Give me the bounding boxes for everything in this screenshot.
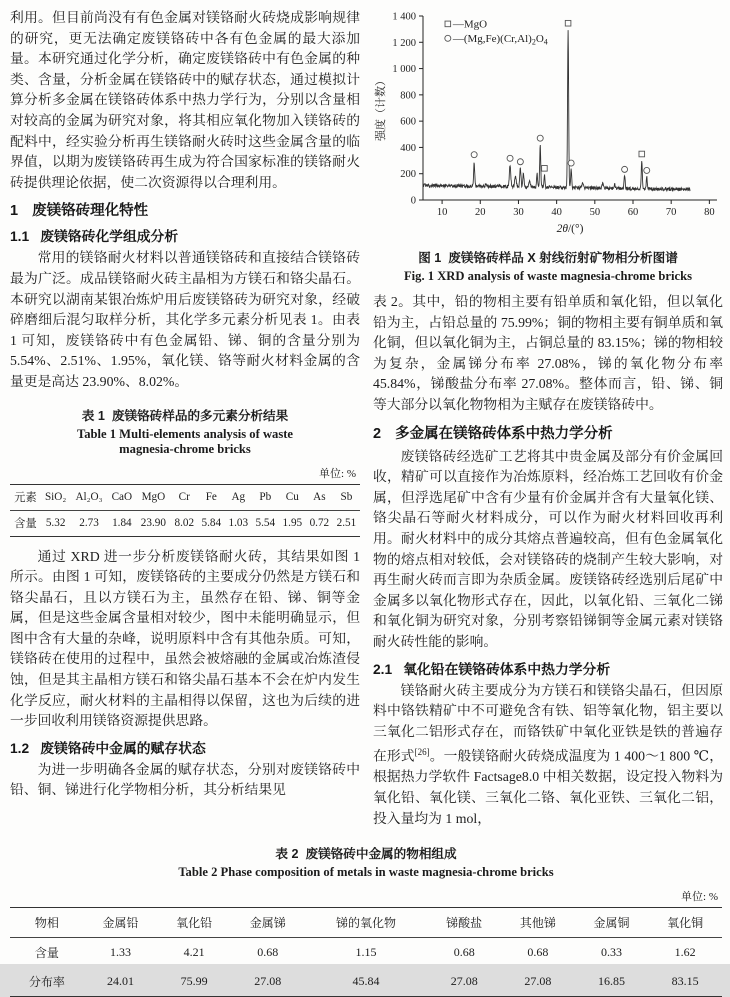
paragraph-phase-results: 表 2。其中，铅的物相主要有铅单质和氧化铅，但以氧化铅为主，占铅总量的 75.99%；铜的物相主要有铜单质和氧化铜，但以氧化铜为主，占铜总量的 83.15%；锑的物相较为复杂，金属锑分布率 27.08%，锑的氧化物分布率 45.84%，锑酸盐分布率 27.08%。整体而言，铅、锑、铜等大部分以氧化物物相为主赋存在废镁铬砖中。 bbox=[373, 294, 723, 412]
section-title: 废镁铬砖理化特性 bbox=[32, 203, 149, 220]
cell: 27.08 bbox=[254, 974, 282, 989]
xrd-chart bbox=[373, 8, 725, 240]
row-header: 分布率 bbox=[28, 975, 65, 990]
section-heading-2-1 bbox=[373, 658, 723, 678]
column-header: Cu bbox=[279, 484, 306, 510]
svg-text:强度（计数）: 强度（计数） bbox=[375, 75, 387, 141]
cell: 1.84 bbox=[112, 517, 132, 529]
citation-ref: [26] bbox=[414, 747, 430, 758]
column-header: Al₂O₃ bbox=[70, 484, 107, 510]
section-number: 1 bbox=[10, 203, 19, 220]
cell: 1.15 bbox=[355, 945, 377, 960]
table2-caption-en: Table 2 Phase composition of metals in waste magnesia-chrome bricks bbox=[178, 865, 554, 880]
svg-text:50: 50 bbox=[589, 207, 601, 218]
column-header: Sb bbox=[333, 484, 360, 510]
section-number: 2 bbox=[373, 425, 382, 442]
section-number: 1.2 bbox=[10, 740, 30, 756]
svg-text:40: 40 bbox=[551, 207, 562, 218]
cell: 27.08 bbox=[450, 974, 478, 989]
cell: 1.03 bbox=[228, 517, 249, 529]
svg-text:30: 30 bbox=[513, 207, 524, 218]
section-title: 废镁铬砖化学组成分析 bbox=[40, 229, 179, 245]
svg-text:2θ/(°): 2θ/(°) bbox=[556, 223, 584, 235]
cell: 5.32 bbox=[45, 517, 66, 529]
cell: 1.62 bbox=[674, 945, 696, 960]
column-header: Ag bbox=[225, 484, 252, 510]
figure-number: 图 1 bbox=[418, 251, 442, 265]
table1-number: 表 1 bbox=[81, 408, 105, 423]
table2-block bbox=[10, 843, 722, 997]
column-header: 金属铜 bbox=[575, 908, 649, 938]
cell: 2.73 bbox=[79, 517, 99, 529]
table2-unit-label: 单位: % bbox=[681, 891, 718, 904]
table2-caption-zh bbox=[10, 843, 722, 862]
row-header: 含量 bbox=[14, 518, 37, 530]
column-header: 物相 bbox=[10, 908, 84, 938]
paragraph-thermodynamics: 废镁铬砖经选矿工艺将其中贵金属及部分有价金属回收，精矿可以直接作为冶炼原料，经冶炼工艺回收有价金属，但浮选尾矿中含有少量有价金属并含有大量氧化镁、铬尖晶石等耐火材料成分，可以作为耐火材料回收再利用。耐火材料中的成分其熔点普遍较高，但有色金属氧化物的熔点相对较低，会对镁铬砖的烧制产生较大影响，对再生耐火砖而言即为杂质金属。废镁铬砖经选别后尾矿中金属多以氧化物形式存在，因此，以氧化铅、三氧化二锑和氧化铜为研究对象，分别考察铅锑铜等金属元素对镁铬耐火砖性能的影响。 bbox=[373, 448, 723, 649]
cell: 23.90 bbox=[140, 517, 166, 529]
cell: 1.95 bbox=[282, 517, 303, 529]
column-header: SiO₂ bbox=[41, 484, 70, 510]
section-number: 2.1 bbox=[373, 661, 393, 677]
table-row bbox=[10, 938, 722, 968]
table-row bbox=[10, 967, 722, 997]
table1-block bbox=[10, 405, 360, 537]
left-column bbox=[10, 8, 360, 829]
table2-number: 表 2 bbox=[275, 847, 299, 862]
column-header: Cr bbox=[171, 484, 198, 510]
svg-text:1 200: 1 200 bbox=[392, 37, 416, 49]
cell: 0.68 bbox=[257, 945, 279, 960]
column-header: 元素 bbox=[10, 484, 41, 510]
column-header: Pb bbox=[252, 484, 279, 510]
table2-phase-composition bbox=[10, 907, 722, 997]
two-column-layout bbox=[10, 8, 722, 829]
column-header: As bbox=[306, 484, 333, 510]
svg-text:60: 60 bbox=[627, 207, 639, 218]
section-heading-1-2 bbox=[10, 737, 360, 757]
section-title: 氧化铅在镁铬砖体系中热力学分析 bbox=[403, 661, 611, 677]
section-heading-1 bbox=[10, 199, 360, 220]
table1-multielement-analysis bbox=[10, 484, 360, 537]
cell: 8.02 bbox=[174, 517, 195, 529]
section-heading-1-1 bbox=[10, 225, 360, 245]
cell: 0.33 bbox=[601, 945, 622, 960]
svg-text:400: 400 bbox=[400, 142, 416, 154]
row-header: 含量 bbox=[34, 946, 59, 961]
paragraph-intro-continuation: 利用。但目前尚没有有色金属对镁铬耐火砖烧成影响规律的研究，更无法确定废镁铬砖中各有色金属的最大添加量。本研究通过化学分析，确定废镁铬砖中有色金属的种类、含量，分析金属在镁铬砖中的赋存状态，通过模拟计算分析多金属在镁铬砖体系中热力学行为，分别以含量相对较高的金属为研究对象，将其相应氧化物加入镁铬砖的配料中，经实验分析再生镁铬耐火砖时这些金属含量的临界值，以期为废镁铬砖再生成为符合国家标准的镁铬耐火砖提供理论依据，使二次资源得以合理利用。 bbox=[10, 10, 360, 190]
column-header: CaO bbox=[108, 484, 136, 510]
table1-unit-label: 单位: % bbox=[319, 467, 356, 480]
column-header: 金属锑 bbox=[231, 908, 305, 938]
cell: 4.21 bbox=[183, 945, 205, 960]
paragraph-xrd-discussion: 通过 XRD 进一步分析废镁铬耐火砖，其结果如图 1 所示。由图 1 可知，废镁铬砖的主要成分仍然是方镁石和铬尖晶石，且以方镁石为主，虽然存在铅、锑、铜等金属，但是这些金属含量相对较少，图中未能明确显示，但图中含有大量的杂峰，说明原料中含有其他杂质。可知，镁铬砖在使用的过程中，虽然会被熔融的金属或冶炼渣侵蚀，但是其主晶相方镁石和铬尖晶石基本不会在炉内发生化学反应，耐火材料的主晶相得以保留，这也为后续的进一步回收利用镁铬资源提供思路。 bbox=[10, 548, 360, 729]
column-header: 锑的氧化物 bbox=[305, 908, 428, 938]
column-header: 氧化铅 bbox=[157, 908, 231, 938]
figure-1-caption-zh bbox=[373, 247, 723, 266]
cell: 1.33 bbox=[109, 945, 131, 960]
cell: 24.01 bbox=[106, 974, 134, 989]
cell: 5.84 bbox=[201, 517, 222, 529]
column-header: 金属铅 bbox=[84, 908, 158, 938]
svg-text:70: 70 bbox=[665, 207, 677, 218]
table1-caption-zh bbox=[10, 405, 360, 424]
section-number: 1.1 bbox=[10, 229, 30, 245]
cell: 5.54 bbox=[255, 517, 276, 529]
column-header: 锑酸盐 bbox=[427, 908, 501, 938]
cell: 0.68 bbox=[453, 945, 475, 960]
svg-text:—(Mg,Fe)(Cr,Al)2O4: $—(Mg,Fe)(Cr,Al)_2O_4$ bbox=[452, 32, 548, 47]
cell: 83.15 bbox=[671, 974, 699, 989]
svg-text:800: 800 bbox=[400, 90, 416, 102]
table1-title-zh: 废镁铬砖样品的多元素分析结果 bbox=[111, 408, 289, 423]
figure-1-caption-en: Fig. 1 XRD analysis of waste magnesia-chrome bricks bbox=[403, 269, 692, 283]
svg-text:20: 20 bbox=[475, 207, 486, 218]
svg-text:600: 600 bbox=[400, 116, 416, 128]
svg-text:—MgO: —MgO bbox=[452, 18, 488, 31]
figure-title-zh: 废镁铬砖样品 X 射线衍射矿物相分析图谱 bbox=[448, 251, 678, 265]
svg-text:1 000: 1 000 bbox=[392, 64, 416, 76]
svg-text:1 400: 1 400 bbox=[392, 11, 416, 23]
cell: 45.84 bbox=[352, 974, 380, 989]
svg-text:0: 0 bbox=[410, 195, 416, 207]
right-column bbox=[373, 8, 723, 829]
figure-1-captions bbox=[373, 247, 723, 284]
svg-text:80: 80 bbox=[704, 207, 715, 218]
cell: 16.85 bbox=[598, 974, 625, 989]
cell: 0.68 bbox=[527, 945, 549, 960]
figure-1 bbox=[373, 8, 723, 245]
section-heading-2 bbox=[373, 422, 723, 443]
cell: 75.99 bbox=[180, 974, 208, 989]
paragraph-chemical-analysis: 常用的镁铬耐火材料以普通镁铬砖和直接结合镁铬砖最为广泛。成品镁铬耐火砖主晶相为方镁石和铬尖晶石。本研究以湖南某银冶炼炉用后废镁铬砖为研究对象，经破碎磨细后混匀取样分析，其化学多元素分析见表 1。由表 1 可知，废镁铬砖中有色金属铅、锑、铜的含量分别为 5.54%、2.51%、1.95%，氧化镁、铬等耐火材料金属的含量更是高达 23.90%、8.02%。 bbox=[10, 250, 360, 389]
paragraph-pbo-analysis: 镁铬耐火砖主要成分为方镁石和镁铬尖晶石，但因原料中铬铁精矿中不可避免含有铁、铝等氧化物，铝主要以三氧化二铝形式存在，而铬铁矿中氧化亚铁是铁的普遍存在形式[26]。一般镁铬耐火砖烧成温度为 1 400～1 800 ℃，根据热力学软件 Factsage8.0 中相关数据，设定投入物料为氧化铅、氧化镁、三氧化二铬、氧化亚铁、三氧化二铝，投入量均为 1 mol， bbox=[373, 682, 723, 826]
cell: 0.72 bbox=[309, 517, 330, 529]
paragraph-phase-lead-in: 为进一步明确各金属的赋存状态，分别对废镁铬砖中铅、铜、锑进行化学物相分析，其分析结果见 bbox=[10, 761, 360, 798]
table-row bbox=[10, 510, 360, 536]
cell: 27.08 bbox=[524, 974, 552, 989]
column-header: 其他锑 bbox=[501, 908, 575, 938]
column-header: MgO bbox=[136, 484, 171, 510]
section-title: 多金属在镁铬砖体系中热力学分析 bbox=[395, 425, 613, 442]
table2-title-zh: 废镁铬砖中金属的物相组成 bbox=[305, 847, 457, 862]
svg-text:10: 10 bbox=[436, 207, 448, 218]
column-header: Fe bbox=[198, 484, 225, 510]
cell: 2.51 bbox=[336, 517, 357, 529]
column-header: 氧化铜 bbox=[648, 908, 722, 938]
table1-caption-en: Table 1 Multi-elements analysis of waste magnesia-chrome bricks bbox=[76, 426, 294, 456]
section-title: 废镁铬砖中金属的赋存状态 bbox=[40, 740, 206, 756]
svg-text:200: 200 bbox=[400, 169, 416, 181]
